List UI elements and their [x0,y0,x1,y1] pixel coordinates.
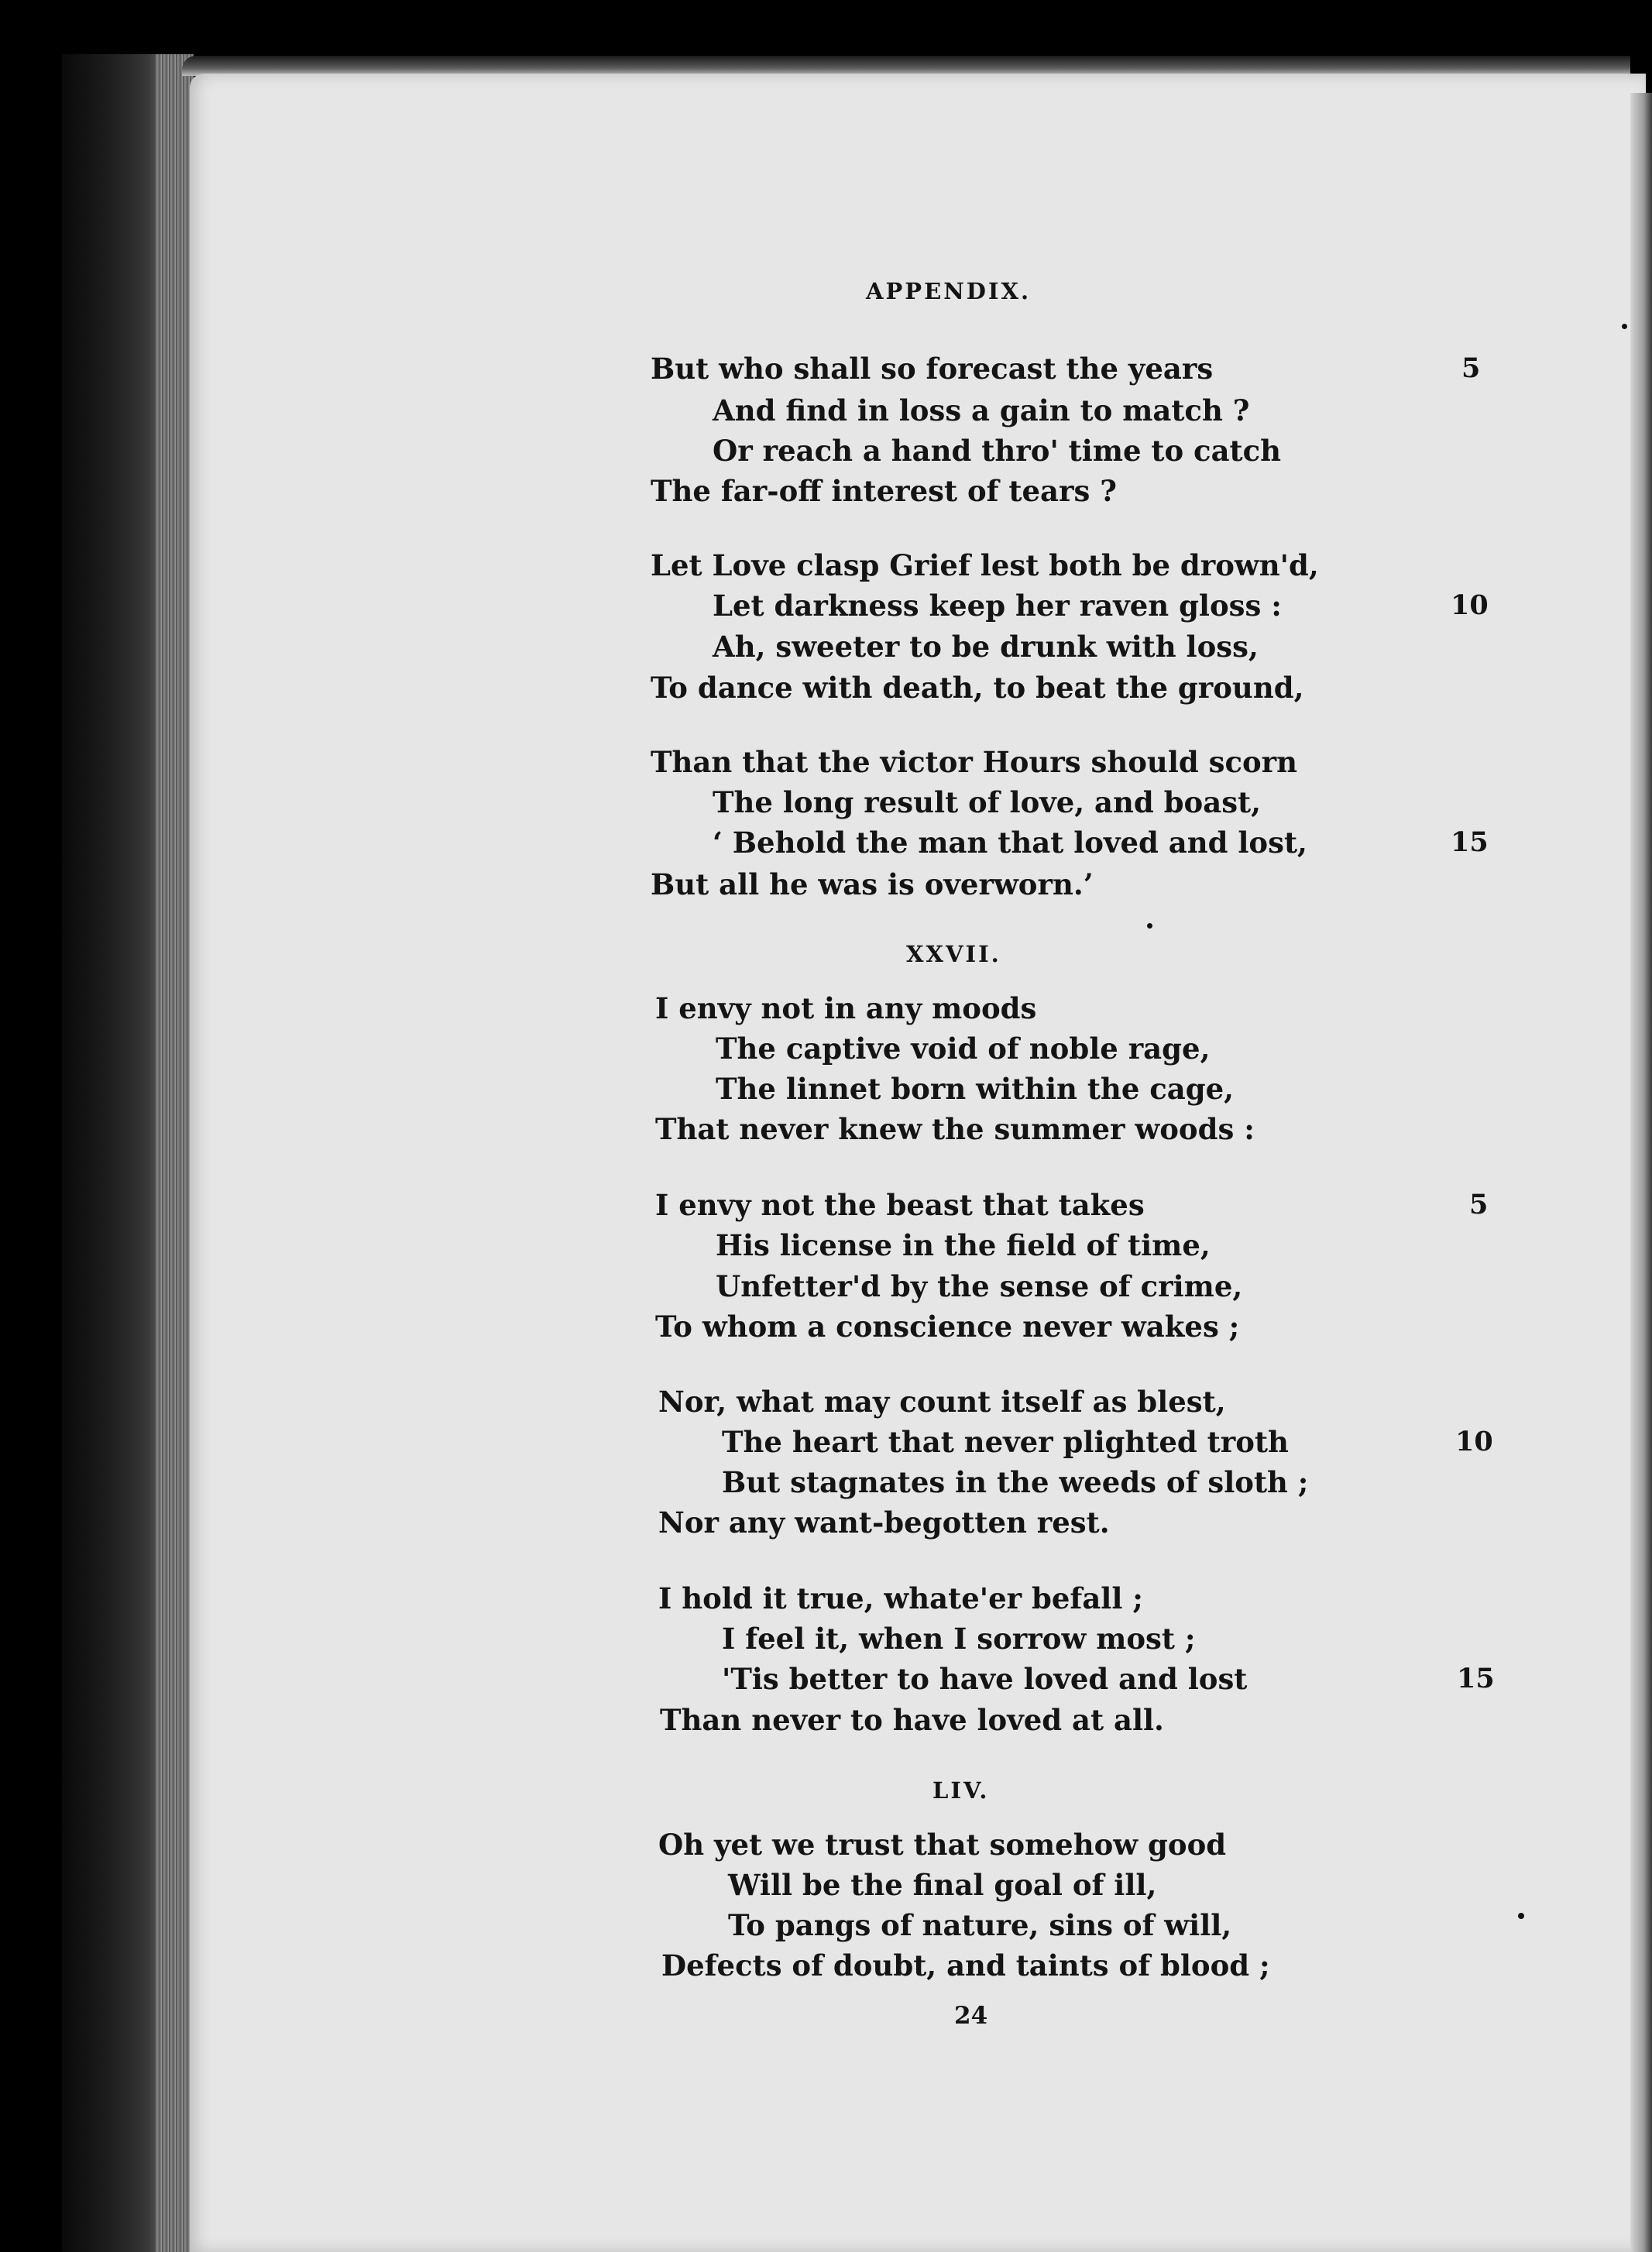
poem-line: Let darkness keep her raven gloss : [713,589,1282,623]
poem-line: Than never to have loved at all. [660,1703,1164,1737]
poem-line: To whom a conscience never wakes ; [655,1310,1240,1344]
poem-line: Nor any want-begotten rest. [658,1505,1110,1540]
line-number: 15 [1451,826,1489,858]
speck [1622,324,1627,329]
speck [1147,923,1152,929]
line-number: 5 [1461,352,1481,384]
poem-line: The captive void of noble rage, [716,1032,1211,1066]
page-title: APPENDIX. [866,278,1032,304]
poem-line: Unfetter'd by the sense of crime, [716,1269,1243,1303]
speck [1518,1913,1524,1919]
poem-line: His license in the field of time, [716,1228,1211,1262]
poem-line: The linnet born within the cage, [716,1072,1235,1106]
poem-line: The long result of love, and boast, [713,785,1262,819]
poem-line: Than that the victor Hours should scorn [651,745,1298,779]
section-heading-liv: LIV. [932,1777,990,1804]
poem-line: But who shall so forecast the years [651,352,1214,386]
line-number: 10 [1451,589,1489,621]
poem-line: Defects of doubt, and taints of blood ; [661,1948,1270,1983]
poem-line: But all he was is overworn.’ [651,867,1094,901]
poem-line: ‘ Behold the man that loved and lost, [713,826,1307,860]
line-number: 15 [1457,1663,1495,1694]
poem-line: But stagnates in the weeds of sloth ; [722,1465,1309,1499]
poem-line: And find in loss a gain to match ? [713,393,1250,427]
page-edges [155,54,194,2252]
poem-line: 'Tis better to have loved and lost [722,1662,1248,1696]
poem-line: To pangs of nature, sins of will, [728,1908,1232,1942]
poem-line: The far-off interest of tears ? [651,474,1117,508]
poem-line: Oh yet we trust that somehow good [658,1828,1227,1862]
poem-line: I feel it, when I sorrow most ; [722,1622,1196,1656]
poem-line: To dance with death, to beat the ground, [651,671,1304,705]
line-number: 10 [1455,1426,1493,1457]
page-number: 24 [954,2002,988,2030]
poem-line: I envy not in any moods [655,991,1037,1025]
page-right-edge [1630,93,1652,2252]
poem-line: I envy not the beast that takes [655,1188,1145,1222]
poem-line: That never knew the summer woods : [655,1112,1255,1146]
poem-line: Nor, what may count itself as blest, [658,1385,1226,1419]
section-heading-xxvii: XXVII. [906,941,1001,967]
line-number: 5 [1469,1189,1489,1220]
poem-line: I hold it true, whate'er befall ; [658,1581,1143,1615]
poem-line: Or reach a hand thro' time to catch [713,434,1282,468]
poem-line: The heart that never plighted troth [722,1425,1289,1459]
poem-line: Let Love clasp Grief lest both be drown'd, [651,548,1319,582]
poem-line: Ah, sweeter to be drunk with loss, [713,630,1259,664]
poem-line: Will be the final goal of ill, [728,1868,1157,1902]
